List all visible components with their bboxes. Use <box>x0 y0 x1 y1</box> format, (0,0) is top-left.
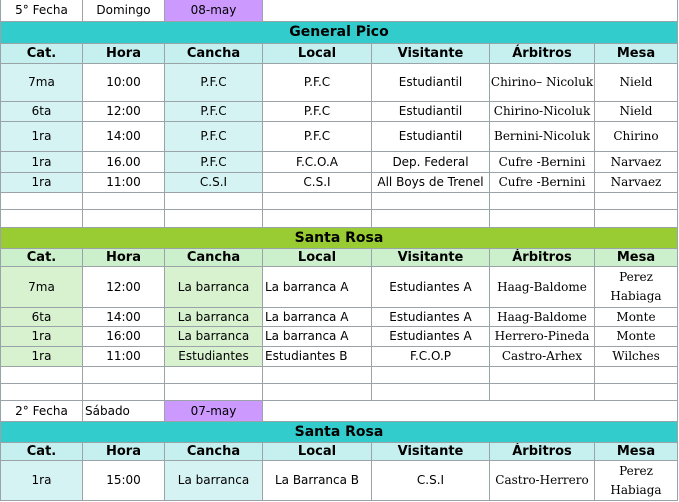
cell-local[interactable]: La barranca A <box>263 308 372 327</box>
empty-cell[interactable] <box>0 193 83 210</box>
cell-local[interactable]: La barranca A <box>263 267 372 308</box>
cell-cancha[interactable]: La barranca <box>165 267 263 308</box>
section-title-santa-rosa: Santa Rosa <box>0 228 678 249</box>
col-header-mesa: Mesa <box>595 443 678 461</box>
cell-local[interactable]: La Barranca B <box>263 461 372 501</box>
col-header-local: Local <box>263 443 372 461</box>
cell-hora[interactable]: 16:00 <box>83 327 165 347</box>
col-header-cat: Cat. <box>0 44 83 64</box>
empty-cell[interactable] <box>0 367 83 384</box>
col-header-local: Local <box>263 44 372 64</box>
empty-cell[interactable] <box>595 193 678 210</box>
cell-hora[interactable]: 15:00 <box>83 461 165 501</box>
cell-visitante[interactable]: F.C.O.P <box>372 347 490 367</box>
col-header-visitante: Visitante <box>372 44 490 64</box>
column-header-row <box>0 249 678 267</box>
cell-cancha[interactable]: La barranca <box>165 308 263 327</box>
cell-mesa[interactable]: Nield <box>595 64 678 102</box>
table-row <box>0 152 678 173</box>
empty-cell[interactable] <box>263 193 372 210</box>
cell-arbitros[interactable]: Chirino-Nicoluk <box>490 102 595 122</box>
col-header-cat: Cat. <box>0 249 83 267</box>
cell-hora[interactable]: 14:00 <box>83 308 165 327</box>
cell-hora[interactable]: 11:00 <box>83 173 165 193</box>
cell-visitante[interactable]: Estudiantes A <box>372 308 490 327</box>
cell-cancha[interactable]: La barranca <box>165 461 263 501</box>
col-header-cancha: Cancha <box>165 44 263 64</box>
empty-cell[interactable] <box>372 367 490 384</box>
cell-cancha[interactable]: Estudiantes <box>165 347 263 367</box>
empty-cell[interactable] <box>490 193 595 210</box>
cell-cancha[interactable]: P.F.C <box>165 102 263 122</box>
cell-mesa[interactable]: Chirino <box>595 122 678 152</box>
cell-hora[interactable]: 11:00 <box>83 347 165 367</box>
empty-cell[interactable] <box>595 367 678 384</box>
cell-cat[interactable]: 1ra <box>0 152 83 173</box>
cell-hora[interactable]: 10:00 <box>83 64 165 102</box>
col-header-arbitros: Árbitros <box>490 249 595 267</box>
cell-local[interactable]: Estudiantes B <box>263 347 372 367</box>
cell-cat[interactable]: 1ra <box>0 173 83 193</box>
column-header-row <box>0 443 678 461</box>
empty-cell[interactable] <box>490 367 595 384</box>
cell-visitante[interactable]: Dep. Federal <box>372 152 490 173</box>
empty-cell[interactable] <box>595 210 678 228</box>
table-row <box>0 327 678 347</box>
empty-cell[interactable] <box>372 210 490 228</box>
empty-row <box>0 367 678 384</box>
empty-cell[interactable] <box>0 384 83 401</box>
cell-cancha[interactable]: P.F.C <box>165 152 263 173</box>
cell-visitante[interactable]: C.S.I <box>372 461 490 501</box>
fecha-date[interactable]: 08-may <box>165 0 263 22</box>
cell-mesa[interactable]: Nield <box>595 102 678 122</box>
cell-hora[interactable]: 14:00 <box>83 122 165 152</box>
cell-local[interactable]: P.F.C <box>263 102 372 122</box>
col-header-cancha: Cancha <box>165 443 263 461</box>
empty-cell[interactable] <box>0 210 83 228</box>
col-header-arbitros: Árbitros <box>490 44 595 64</box>
cell-cat[interactable]: 6ta <box>0 308 83 327</box>
cell-arbitros[interactable]: Bernini-Nicoluk <box>490 122 595 152</box>
section-title-general-pico: General Pico <box>0 22 678 44</box>
cell-cat[interactable]: 1ra <box>0 327 83 347</box>
table-row <box>0 64 678 102</box>
empty-cell[interactable] <box>263 210 372 228</box>
cell-visitante[interactable]: All Boys de Trenel <box>372 173 490 193</box>
cell-hora[interactable]: 12:00 <box>83 102 165 122</box>
cell-arbitros[interactable]: Cufre -Bernini <box>490 173 595 193</box>
section-title-santa-rosa-2: Santa Rosa <box>0 422 678 443</box>
empty-cell[interactable] <box>83 384 165 401</box>
table-row <box>0 102 678 122</box>
cell-visitante[interactable]: Estudiantil <box>372 102 490 122</box>
cell-cancha[interactable]: P.F.C <box>165 64 263 102</box>
fecha-label[interactable]: 5° Fecha <box>0 0 83 22</box>
table-row <box>0 267 678 308</box>
cell-cancha[interactable]: P.F.C <box>165 122 263 152</box>
empty-cell[interactable] <box>83 210 165 228</box>
cell-mesa[interactable]: Narvaez <box>595 152 678 173</box>
cell-arbitros[interactable]: Chirino– Nicoluk <box>490 64 595 102</box>
empty-cell[interactable] <box>165 193 263 210</box>
cell-mesa[interactable]: Perez Habiaga <box>595 461 678 501</box>
cell-arbitros[interactable]: Cufre -Bernini <box>490 152 595 173</box>
cell-cat[interactable]: 1ra <box>0 122 83 152</box>
empty-cell[interactable] <box>165 384 263 401</box>
cell-local[interactable]: P.F.C <box>263 122 372 152</box>
fecha-day[interactable]: Sábado <box>83 401 165 422</box>
cell-cancha[interactable]: La barranca <box>165 327 263 347</box>
cell-cat[interactable]: 1ra <box>0 461 83 501</box>
col-header-cancha: Cancha <box>165 249 263 267</box>
empty-row <box>0 210 678 228</box>
empty-cell[interactable] <box>595 384 678 401</box>
empty-cell[interactable] <box>83 193 165 210</box>
col-header-hora: Hora <box>83 44 165 64</box>
empty-cell[interactable] <box>165 367 263 384</box>
cell-cat[interactable]: 1ra <box>0 347 83 367</box>
cell-arbitros[interactable]: Castro-Herrero <box>490 461 595 501</box>
cell-cat[interactable]: 6ta <box>0 102 83 122</box>
empty-cell[interactable] <box>83 367 165 384</box>
cell-local[interactable]: La barranca A <box>263 327 372 347</box>
table-row <box>0 461 678 501</box>
cell-local[interactable]: C.S.I <box>263 173 372 193</box>
table-row <box>0 347 678 367</box>
col-header-visitante: Visitante <box>372 249 490 267</box>
cell-mesa[interactable]: Monte <box>595 327 678 347</box>
empty-cell[interactable] <box>165 210 263 228</box>
cell-local[interactable]: P.F.C <box>263 64 372 102</box>
table-row <box>0 308 678 327</box>
col-header-hora: Hora <box>83 443 165 461</box>
empty-row <box>0 384 678 401</box>
cell-visitante[interactable]: Estudiantil <box>372 122 490 152</box>
col-header-hora: Hora <box>83 249 165 267</box>
fecha-date[interactable]: 07-may <box>165 401 263 422</box>
empty-cell[interactable] <box>263 384 372 401</box>
empty-row <box>0 193 678 210</box>
empty-cell[interactable] <box>372 384 490 401</box>
empty-cell[interactable] <box>372 193 490 210</box>
cell-cat[interactable]: 7ma <box>0 267 83 308</box>
cell-local[interactable]: F.C.O.A <box>263 152 372 173</box>
cell-visitante[interactable]: Estudiantes A <box>372 267 490 308</box>
empty-cell[interactable] <box>490 210 595 228</box>
cell-visitante[interactable]: Estudiantil <box>372 64 490 102</box>
empty-cell[interactable] <box>263 0 678 22</box>
col-header-mesa: Mesa <box>595 44 678 64</box>
cell-cancha[interactable]: C.S.I <box>165 173 263 193</box>
fecha-day[interactable]: Domingo <box>83 0 165 22</box>
cell-mesa[interactable]: Monte <box>595 308 678 327</box>
col-header-local: Local <box>263 249 372 267</box>
cell-hora[interactable]: 12:00 <box>83 267 165 308</box>
table-row <box>0 173 678 193</box>
cell-mesa[interactable]: Narvaez <box>595 173 678 193</box>
cell-arbitros[interactable]: Haag-Baldome <box>490 267 595 308</box>
table-row <box>0 122 678 152</box>
col-header-visitante: Visitante <box>372 443 490 461</box>
col-header-arbitros: Árbitros <box>490 443 595 461</box>
fecha-row-1 <box>0 0 678 22</box>
cell-arbitros[interactable]: Haag-Baldome <box>490 308 595 327</box>
col-header-cat: Cat. <box>0 443 83 461</box>
empty-cell[interactable] <box>263 401 678 422</box>
empty-cell[interactable] <box>263 367 372 384</box>
fecha-label[interactable]: 2° Fecha <box>0 401 83 422</box>
cell-cat[interactable]: 7ma <box>0 64 83 102</box>
column-header-row <box>0 44 678 64</box>
cell-hora[interactable]: 16.00 <box>83 152 165 173</box>
empty-cell[interactable] <box>490 384 595 401</box>
cell-mesa[interactable]: Perez Habiaga <box>595 267 678 308</box>
fecha-row-2 <box>0 401 678 422</box>
cell-arbitros[interactable]: Herrero-Pineda <box>490 327 595 347</box>
col-header-mesa: Mesa <box>595 249 678 267</box>
cell-visitante[interactable]: Estudiantes A <box>372 327 490 347</box>
cell-mesa[interactable]: Wilches <box>595 347 678 367</box>
cell-arbitros[interactable]: Castro-Arhex <box>490 347 595 367</box>
